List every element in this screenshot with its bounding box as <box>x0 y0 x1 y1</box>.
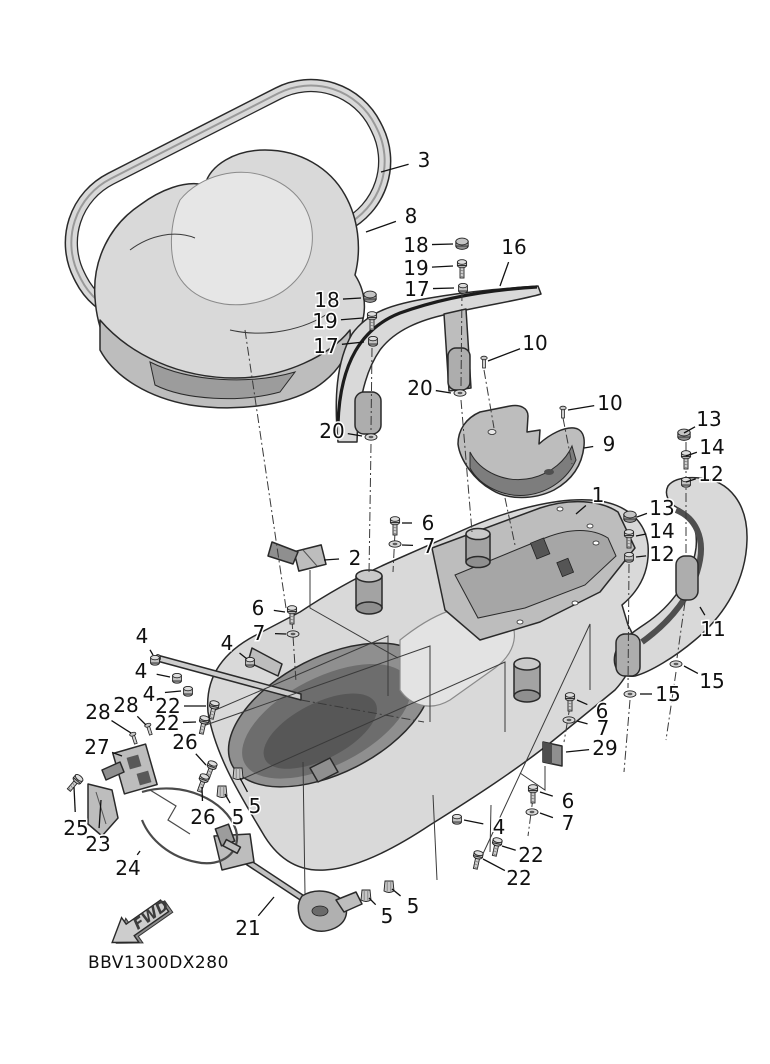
part-5-clip <box>233 768 243 780</box>
callout-label-4: 4 <box>134 659 148 683</box>
hinge-cover <box>458 405 584 497</box>
part-4-nut <box>184 686 193 696</box>
callout-leader-21 <box>258 897 274 916</box>
callout-label-22: 22 <box>506 866 532 890</box>
fwd-arrow <box>104 892 178 958</box>
callout-label-26: 26 <box>190 805 216 829</box>
callout-label-24: 24 <box>115 856 141 880</box>
callout-label-4: 4 <box>135 624 149 648</box>
callout-leader-9 <box>584 447 593 448</box>
callout-label-15: 15 <box>699 669 725 693</box>
callout-leader-8 <box>366 221 396 232</box>
part-4-nut <box>173 673 182 683</box>
callout-label-4: 4 <box>492 815 506 839</box>
callout-label-14: 14 <box>649 519 675 543</box>
part-22-bolt <box>490 837 503 857</box>
part-7-washer <box>389 541 401 547</box>
callout-leader-7 <box>540 813 553 818</box>
part-5-clip <box>384 881 394 893</box>
part-4-nut <box>151 655 160 665</box>
box-boss-rear <box>514 658 540 702</box>
callout-label-3: 3 <box>417 148 431 172</box>
callout-label-20: 20 <box>319 419 345 443</box>
callout-leader-13 <box>637 513 647 517</box>
callout-label-23: 23 <box>85 832 111 856</box>
callout-label-22: 22 <box>154 711 180 735</box>
part-7-washer <box>526 809 538 815</box>
callout-label-10: 10 <box>522 331 548 355</box>
callout-leader-25 <box>74 787 75 812</box>
callout-label-5: 5 <box>380 904 394 928</box>
part-12-nut <box>682 477 691 487</box>
callout-label-14: 14 <box>699 435 725 459</box>
part-10-screw <box>481 356 487 368</box>
part-15-washer <box>670 661 682 667</box>
part-13-cap <box>624 511 636 522</box>
callout-label-7: 7 <box>252 621 266 645</box>
callout-label-28: 28 <box>85 700 111 724</box>
part-22-bolt <box>197 715 210 735</box>
callout-label-1: 1 <box>591 483 605 507</box>
callout-leader-6 <box>274 610 285 612</box>
callout-leader-19 <box>432 266 453 267</box>
callout-label-11: 11 <box>700 617 726 641</box>
callout-leader-28 <box>111 721 131 733</box>
part-17-nut <box>459 283 468 293</box>
callout-label-26: 26 <box>172 730 198 754</box>
callout-label-6: 6 <box>251 596 265 620</box>
reflector-pad <box>543 742 562 766</box>
part-18-grommet <box>456 238 468 249</box>
part-20-washer <box>454 390 466 396</box>
part-20-washer <box>365 434 377 440</box>
callout-leader-28 <box>137 716 146 725</box>
callout-label-13: 13 <box>696 407 722 431</box>
callout-label-18: 18 <box>403 233 429 257</box>
callout-leader-4 <box>157 674 170 677</box>
callout-label-8: 8 <box>404 204 418 228</box>
callout-leader-29 <box>566 750 589 752</box>
callout-label-5: 5 <box>231 805 245 829</box>
part-22-bolt <box>471 850 484 870</box>
callout-label-13: 13 <box>649 496 675 520</box>
callout-label-27: 27 <box>84 735 110 759</box>
callout-leader-5 <box>369 898 376 905</box>
callout-leader-22 <box>502 846 516 850</box>
callout-label-6: 6 <box>561 789 575 813</box>
callout-label-6: 6 <box>421 511 435 535</box>
callout-leader-2 <box>324 559 339 560</box>
callout-leader-6 <box>540 792 553 796</box>
callout-label-19: 19 <box>312 309 338 333</box>
callout-label-15: 15 <box>655 682 681 706</box>
callout-label-7: 7 <box>561 811 575 835</box>
callout-leader-16 <box>500 262 509 286</box>
part-18-grommet <box>364 291 376 302</box>
stay-bracket <box>88 784 118 836</box>
callout-leader-17 <box>433 288 454 289</box>
part-6-bolt <box>528 785 537 803</box>
box-boss-left <box>356 570 382 614</box>
callout-leader-4 <box>464 820 483 824</box>
callout-leader-22 <box>483 859 505 871</box>
callout-label-2: 2 <box>348 546 362 570</box>
fwd-label: FWD <box>129 896 173 934</box>
callout-label-22: 22 <box>518 843 544 867</box>
callout-label-17: 17 <box>404 277 430 301</box>
callout-label-12: 12 <box>649 542 675 566</box>
callout-label-10: 10 <box>597 391 623 415</box>
callout-leader-5 <box>392 889 401 896</box>
callout-label-5: 5 <box>248 794 262 818</box>
callout-leader-7 <box>577 721 588 724</box>
latch-bracket <box>268 542 326 571</box>
callout-leader-24 <box>137 851 140 855</box>
callout-label-9: 9 <box>602 432 616 456</box>
callout-leader-26 <box>196 754 206 765</box>
callout-label-7: 7 <box>422 534 436 558</box>
part-6-bolt <box>390 517 399 535</box>
callout-label-19: 19 <box>403 256 429 280</box>
callout-label-6: 6 <box>595 699 609 723</box>
part-7-washer <box>563 717 575 723</box>
callout-leader-15 <box>684 666 698 673</box>
callout-label-4: 4 <box>142 682 156 706</box>
part-14-bolt <box>681 451 690 469</box>
callout-label-25: 25 <box>63 816 89 840</box>
callout-leader-18 <box>432 244 453 245</box>
callout-label-22: 22 <box>155 694 181 718</box>
callout-label-18: 18 <box>314 288 340 312</box>
callout-label-7: 7 <box>596 716 610 740</box>
diagram-code: BBV1300DX280 <box>88 953 229 973</box>
callout-label-20: 20 <box>407 376 433 400</box>
relay-bracket <box>102 744 157 794</box>
part-10-screw <box>560 406 566 418</box>
callout-label-29: 29 <box>592 736 618 760</box>
callout-label-17: 17 <box>313 334 339 358</box>
callout-leader-10 <box>568 406 594 410</box>
part-17-nut <box>369 336 378 346</box>
callout-label-28: 28 <box>113 693 139 717</box>
part-4-nut <box>453 814 462 824</box>
callout-leader-5 <box>225 794 230 803</box>
box-boss-mid <box>466 529 490 568</box>
part-19-bolt <box>457 260 466 278</box>
callout-label-16: 16 <box>501 235 527 259</box>
part-15-washer <box>624 691 636 697</box>
part-7-washer <box>287 631 299 637</box>
callout-leader-10 <box>488 349 520 361</box>
part-5-clip <box>361 890 371 902</box>
callout-label-5: 5 <box>406 894 420 918</box>
callout-leader-4 <box>150 650 153 655</box>
callout-label-21: 21 <box>235 916 261 940</box>
callout-label-12: 12 <box>698 462 724 486</box>
callout-leader-4 <box>165 691 181 693</box>
callout-label-4: 4 <box>220 631 234 655</box>
part-12-nut <box>625 552 634 562</box>
